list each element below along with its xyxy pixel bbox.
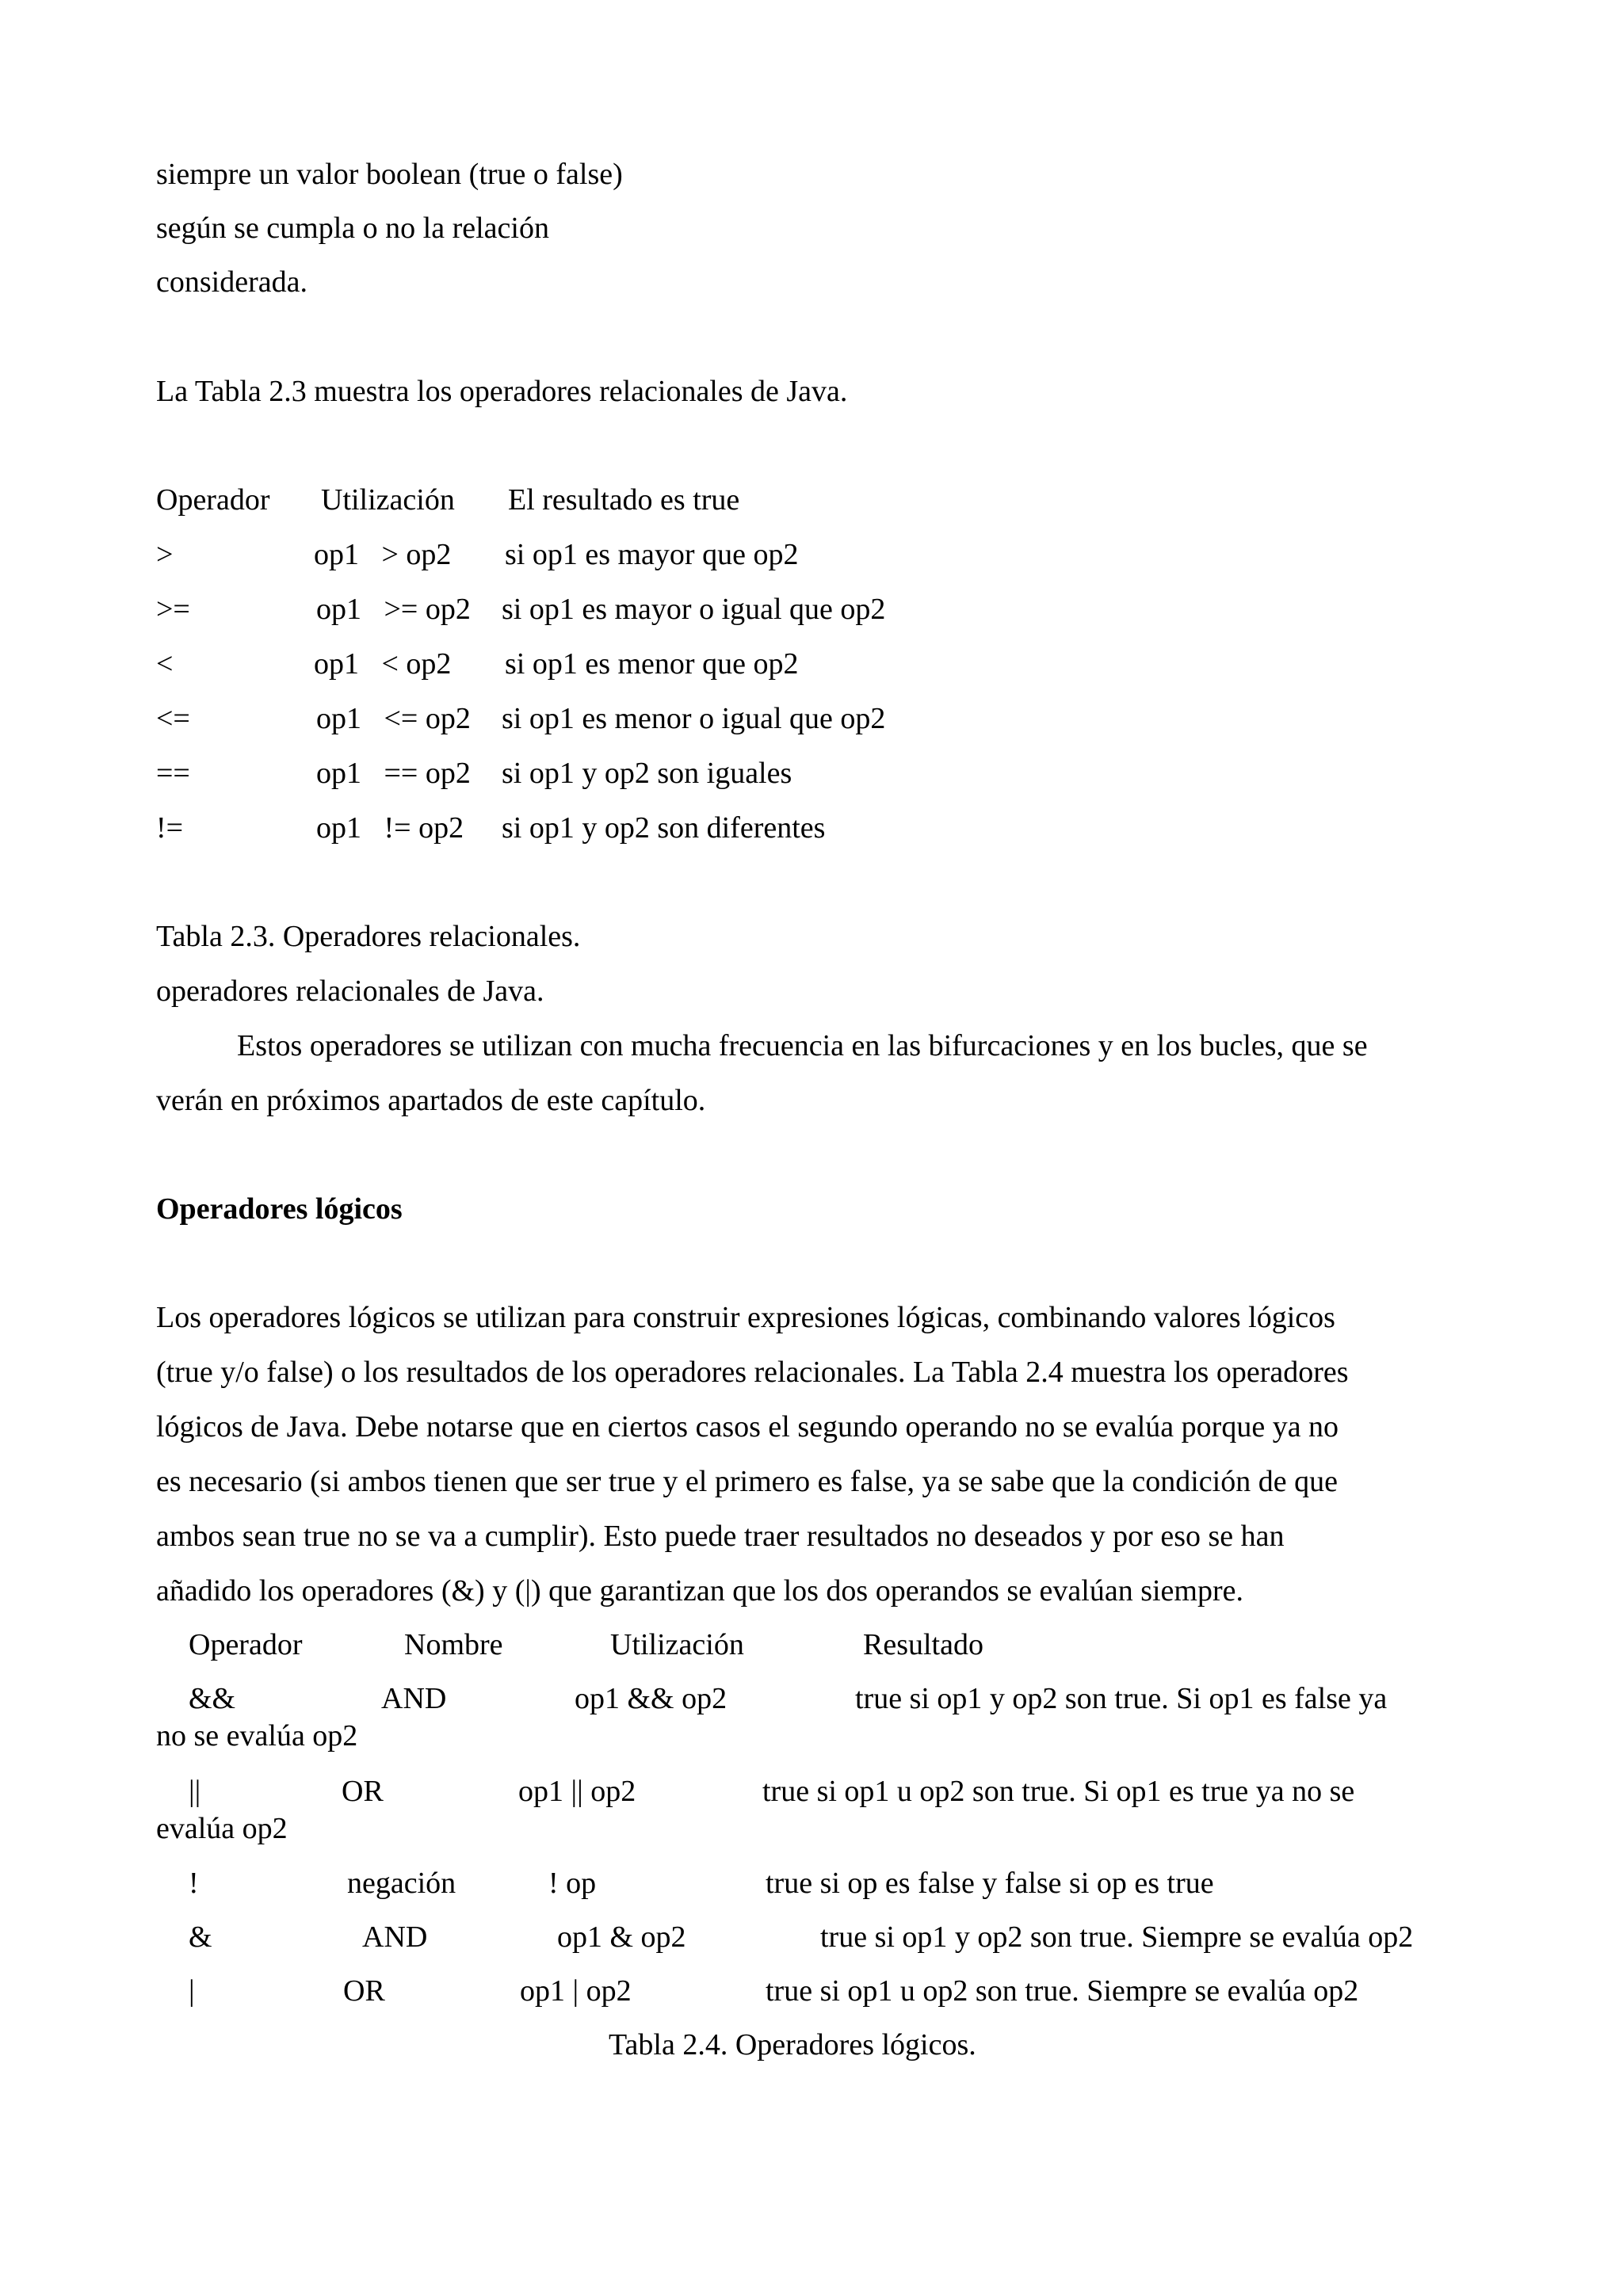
usage-cell: op1 < op2 bbox=[314, 647, 452, 681]
header-resultado: El resultado es true bbox=[508, 483, 740, 517]
result-cell: si op1 y op2 son iguales bbox=[502, 757, 792, 790]
table-row bbox=[0, 646, 1623, 682]
section-heading: Operadores lógicos bbox=[156, 1192, 403, 1226]
name-cell: AND bbox=[362, 1920, 428, 1954]
intro-line-1: siempre un valor boolean (true o false) bbox=[156, 158, 623, 191]
paragraph-line: Los operadores lógicos se utilizan para construir expresiones lógicas, combinando valores lógicos bbox=[156, 1301, 1335, 1334]
paragraph-line: verán en próximos apartados de este capítulo. bbox=[156, 1084, 706, 1117]
table-row bbox=[0, 1919, 1623, 1955]
usage-cell: op1 & op2 bbox=[557, 1920, 686, 1954]
usage-cell: op1 == op2 bbox=[316, 757, 471, 790]
paragraph-line: (true y/o false) o los resultados de los operadores relacionales. La Tabla 2.4 muestra los operadores bbox=[156, 1356, 1349, 1389]
usage-cell: op1 >= op2 bbox=[316, 593, 471, 626]
table-caption: Tabla 2.3. Operadores relacionales. bbox=[156, 920, 581, 953]
table-row bbox=[0, 1773, 1623, 1810]
usage-cell: op1 > op2 bbox=[314, 538, 452, 571]
paragraph-line: ambos sean true no se va a cumplir). Esto puede traer resultados no deseados y por eso se han bbox=[156, 1520, 1285, 1553]
result-cell: true si op1 u op2 son true. Si op1 es true ya no se bbox=[762, 1775, 1355, 1808]
table-row bbox=[0, 536, 1623, 573]
result-cell: si op1 es mayor que op2 bbox=[505, 538, 799, 571]
usage-cell: op1 || op2 bbox=[518, 1775, 636, 1808]
result-cell: true si op es false y false si op es true bbox=[766, 1867, 1214, 1900]
relational-table-header bbox=[0, 482, 1623, 518]
table-caption-continuation: operadores relacionales de Java. bbox=[156, 974, 544, 1008]
logical-table-header bbox=[0, 1627, 1623, 1663]
result-cell: true si op1 y op2 son true. Siempre se evalúa op2 bbox=[820, 1920, 1414, 1954]
header-utilizacion: Utilización bbox=[321, 483, 455, 517]
table-reference-sentence: La Tabla 2.3 muestra los operadores relacionales de Java. bbox=[156, 375, 848, 408]
header-resultado: Resultado bbox=[863, 1628, 983, 1661]
name-cell: negación bbox=[347, 1867, 456, 1900]
usage-cell: op1 && op2 bbox=[575, 1682, 727, 1715]
operator-cell: >= bbox=[156, 593, 190, 626]
operator-cell: == bbox=[156, 757, 190, 790]
header-operador: Operador bbox=[189, 1628, 303, 1661]
operator-cell: < bbox=[156, 647, 174, 681]
intro-line-2: según se cumpla o no la relación bbox=[156, 212, 549, 245]
operator-cell: | bbox=[189, 1974, 195, 2008]
intro-line-3: considerada. bbox=[156, 265, 307, 299]
table-row bbox=[0, 1865, 1623, 1901]
table-row bbox=[0, 755, 1623, 791]
operator-cell: <= bbox=[156, 702, 190, 735]
name-cell: OR bbox=[342, 1775, 384, 1808]
usage-cell: op1 <= op2 bbox=[316, 702, 471, 735]
table-row bbox=[0, 1680, 1623, 1717]
paragraph-line: es necesario (si ambos tienen que ser true y el primero es false, ya se sabe que la condición de que bbox=[156, 1465, 1338, 1498]
table-caption: Tabla 2.4. Operadores lógicos. bbox=[609, 2028, 976, 2061]
header-operador: Operador bbox=[156, 483, 270, 517]
operator-cell: != bbox=[156, 811, 184, 845]
table-row bbox=[0, 1973, 1623, 2009]
paragraph-line: lógicos de Java. Debe notarse que en ciertos casos el segundo operando no se evalúa porque ya no bbox=[156, 1410, 1339, 1444]
header-nombre: Nombre bbox=[404, 1628, 503, 1661]
table-row bbox=[0, 700, 1623, 737]
name-cell: OR bbox=[343, 1974, 385, 2008]
table-row bbox=[0, 810, 1623, 846]
operator-cell: & bbox=[189, 1920, 212, 1954]
result-cell: true si op1 y op2 son true. Si op1 es false ya bbox=[855, 1682, 1388, 1715]
paragraph-line: añadido los operadores (&) y (|) que garantizan que los dos operandos se evalúan siempre. bbox=[156, 1574, 1243, 1608]
result-cell-wrap: evalúa op2 bbox=[156, 1812, 288, 1845]
result-cell: si op1 es menor o igual que op2 bbox=[502, 702, 886, 735]
operator-cell: && bbox=[189, 1682, 236, 1715]
table-row bbox=[0, 591, 1623, 627]
operator-cell: > bbox=[156, 538, 174, 571]
usage-cell: op1 != op2 bbox=[316, 811, 464, 845]
result-cell: true si op1 u op2 son true. Siempre se evalúa op2 bbox=[766, 1974, 1359, 2008]
result-cell: si op1 y op2 son diferentes bbox=[502, 811, 826, 845]
paragraph-line: Estos operadores se utilizan con mucha frecuencia en las bifurcaciones y en los bucles, que se bbox=[237, 1029, 1368, 1062]
result-cell: si op1 es mayor o igual que op2 bbox=[502, 593, 886, 626]
result-cell: si op1 es menor que op2 bbox=[505, 647, 799, 681]
result-cell-wrap: no se evalúa op2 bbox=[156, 1719, 358, 1753]
operator-cell: || bbox=[189, 1775, 201, 1808]
operator-cell: ! bbox=[189, 1867, 199, 1900]
usage-cell: op1 | op2 bbox=[520, 1974, 632, 2008]
name-cell: AND bbox=[381, 1682, 447, 1715]
header-utilizacion: Utilización bbox=[610, 1628, 744, 1661]
usage-cell: ! op bbox=[548, 1867, 597, 1900]
